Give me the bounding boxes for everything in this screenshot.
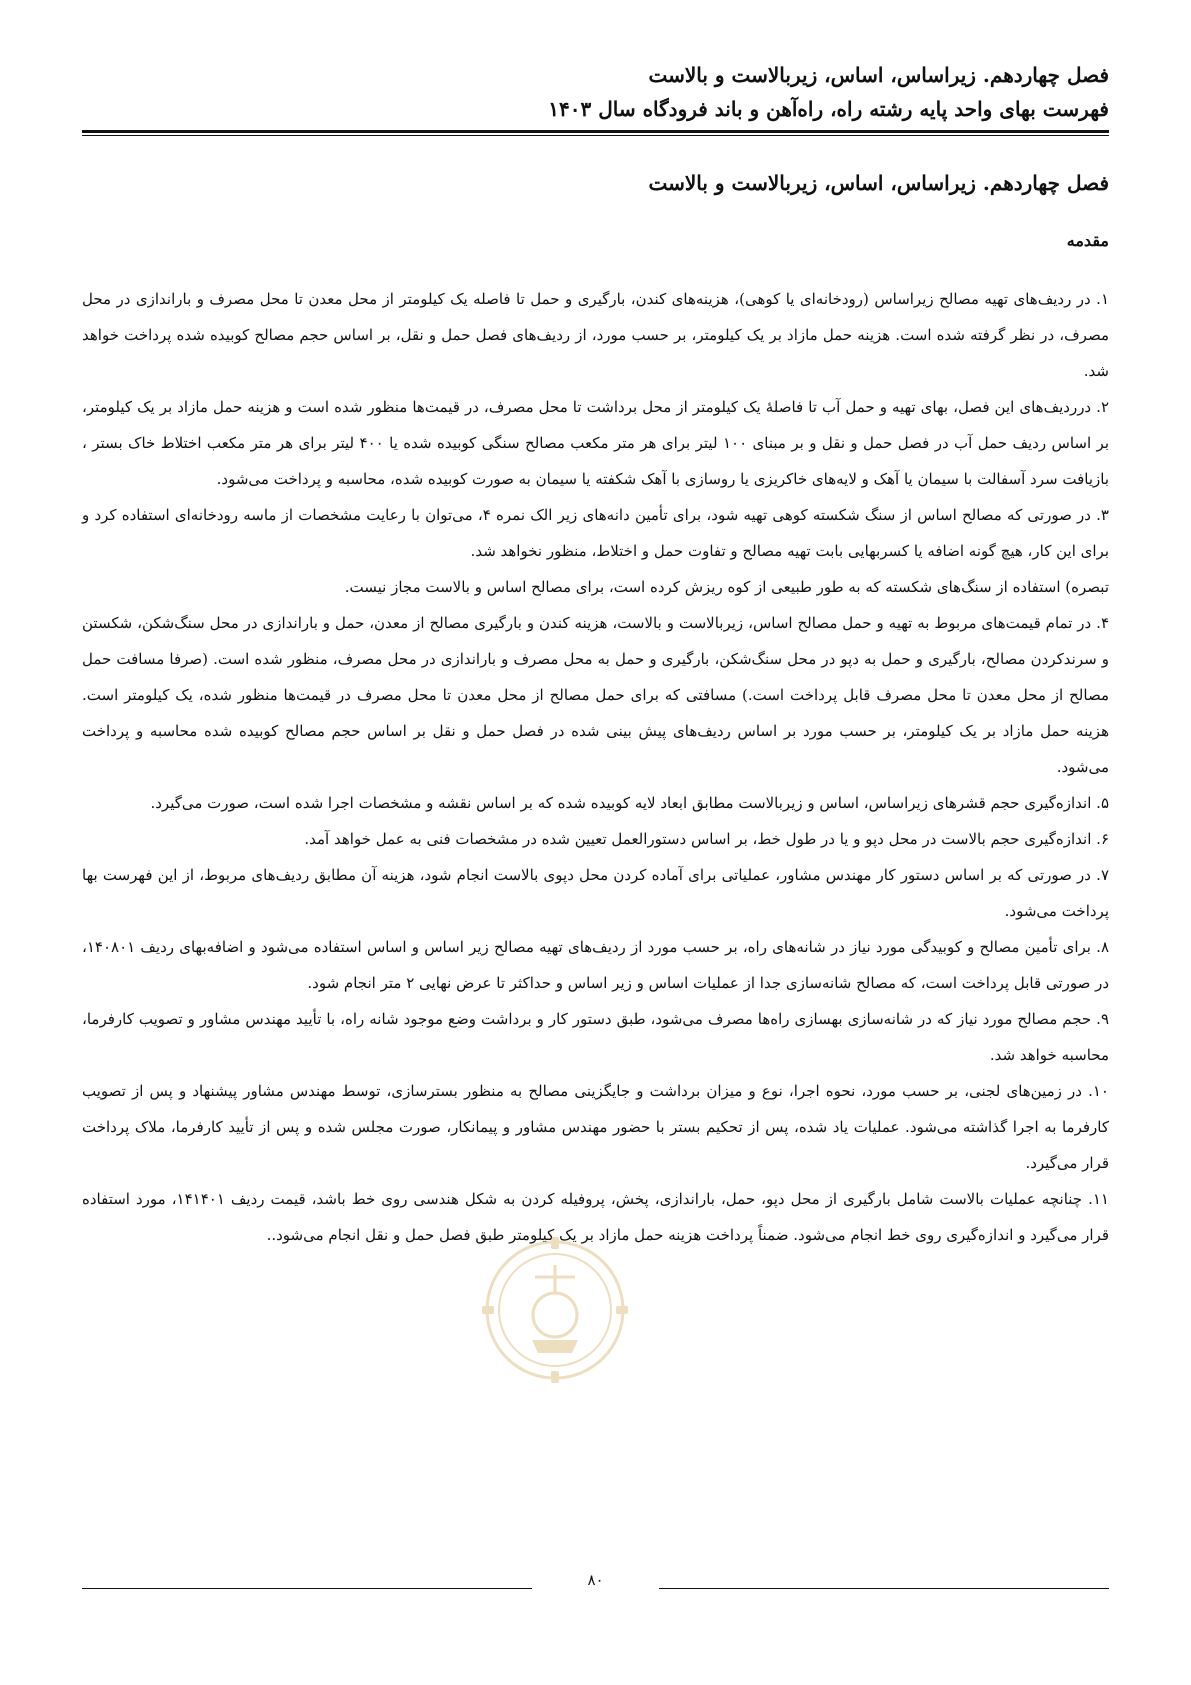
header-divider-thick — [82, 130, 1109, 133]
paragraph-4: ۴. در تمام قیمت‌های مربوط به تهیه و حمل مصالح اساس، زیربالاست و بالاست، هزینه کندن و بارگیری مصالح از معدن، حمل و باراندازی در محل سنگ‌شکن، شکستن و سرندکردن مصالح، بارگیری و حمل به دپو در محل سنگ‌شکن، بارگیری و حمل به محل مصرف و باراندازی در محل مصرف، منظور شده است. (صرفا مسافت حمل مصالح از محل معدن تا محل مصرف قابل پرداخت است.) مسافتی که برای حمل مصالح از محل معدن تا محل مصرف در قیمت‌ها منظور شده، یک کیلومتر است. هزینه حمل مازاد بر یک کیلومتر، بر حسب مورد بر اساس ردیف‌های پیش بینی شده در فصل حمل و نقل بر اساس حجم مصالح کوبیده شده محاسبه و پرداخت می‌شود. — [82, 614, 1109, 776]
body-text — [82, 281, 1109, 1253]
section-title: مقدمه — [1066, 231, 1109, 250]
paragraph-10: ۱۰. در زمین‌های لجنی، بر حسب مورد، نحوه اجرا، نوع و میزان برداشت و جایگزینی مصالح به منظور بسترسازی، توسط مهندس مشاور پیشنهاد و پس از تصویب کارفرما به اجرا گذاشته می‌شود. عملیات یاد شده، پس از تحکیم بستر با حضور مهندس مشاور و پیمانکار، صورت مجلس شده و پس از تأیید کارفرما، ملاک پرداخت قرار می‌گیرد. — [82, 1082, 1109, 1172]
paragraph-2: ۲. درردیف‌های این فصل، بهای تهیه و حمل آب تا فاصلهٔ یک کیلومتر از محل برداشت تا محل مصرف، در قیمت‌ها منظور شده است و هزینه حمل مازاد بر یک کیلومتر، بر اساس ردیف حمل آب در فصل حمل و نقل و بر مبنای ۱۰۰ لیتر برای هر متر مکعب مصالح سنگی کوبیده شده یا ۴۰۰ لیتر برای هر متر مکعب اختلاط خاک بستر ، بازیافت سرد آسفالت با سیمان یا آهک و لایه‌های خاکریزی یا روسازی با آهک شکفته یا سیمان به صورت کوبیده شده، محاسبه و پرداخت می‌شود. — [82, 398, 1109, 488]
paragraph-7: ۷. در صورتی که بر اساس دستور کار مهندس مشاور، عملیاتی برای آماده کردن محل دپوی بالاست انجام شود، هزینه آن مطابق ردیف‌های مربوط، از این فهرست بها پرداخت می‌شود. — [82, 866, 1109, 920]
paragraph-9: ۹. حجم مصالح مورد نیاز که در شانه‌سازی بهسازی راه‌ها مصرف می‌شود، طبق دستور کار و برداشت وضع موجود شانه راه، با تأیید مهندس مشاور و تصویب کارفرما، محاسبه خواهد شد. — [82, 1010, 1109, 1064]
paragraph-6: ۶. اندازه‌گیری حجم بالاست در محل دپو و یا در طول خط، بر اساس دستورالعمل تعیین شده در مشخصات فنی به عمل خواهد آمد. — [304, 830, 1109, 848]
running-header-chapter: فصل چهاردهم. زیراساس، اساس، زیربالاست و بالاست — [648, 63, 1109, 87]
running-header-catalog: فهرست بهای واحد پایه رشته راه، راه‌آهن و باند فرودگاه سال ۱۴۰۳ — [548, 97, 1109, 121]
paragraph-11: ۱۱. چنانچه عملیات بالاست شامل بارگیری از محل دپو، حمل، باراندازی، پخش، پروفیله کردن به شکل هندسی روی خط باشد، قیمت ردیف ۱۴۱۴۰۱، مورد استفاده قرار می‌گیرد و اندازه‌گیری روی خط انجام می‌شود. ضمناً پرداخت هزینه حمل مازاد بر یک کیلومتر طبق فصل حمل و نقل انجام می‌شود.. — [82, 1190, 1109, 1244]
paragraph-note: تبصره) استفاده از سنگ‌های شکسته که به طور طبیعی از کوه ریزش کرده است، برای مصالح اساس و بالاست مجاز نیست. — [344, 578, 1109, 596]
page-number: ۸۰ — [587, 1571, 604, 1589]
paragraph-5: ۵. اندازه‌گیری حجم قشرهای زیراساس، اساس و زیربالاست مطابق ابعاد لایه کوبیده شده که بر اساس نقشه و مشخصات اجرا شده است، صورت می‌گیرد. — [150, 794, 1109, 812]
chapter-title: فصل چهاردهم. زیراساس، اساس، زیربالاست و بالاست — [648, 171, 1109, 195]
paragraph-1: ۱. در ردیف‌های تهیه مصالح زیراساس (رودخانه‌ای یا کوهی)، هزینه‌های کندن، بارگیری و حمل تا فاصله یک کیلومتر از محل معدن تا محل مصرف و باراندازی در محل مصرف، در نظر گرفته شده است. هزینه حمل مازاد بر یک کیلومتر، بر حسب مورد، از ردیف‌های فصل حمل و نقل، بر اساس حجم مصالح کوبیده شده پرداخت خواهد شد. — [82, 290, 1109, 380]
seal-watermark-icon — [480, 1235, 630, 1385]
header-divider-thin — [82, 135, 1109, 136]
running-header — [82, 58, 1109, 126]
paragraph-8: ۸. برای تأمین مصالح و کوبیدگی مورد نیاز در شانه‌های راه، بر حسب مورد از ردیف‌های تهیه مصالح زیر اساس و اساس استفاده می‌شود و اضافه‌بهای ردیف ۱۴۰۸۰۱، در صورتی قابل پرداخت است، که مصالح شانه‌سازی جدا از عملیات اساس و زیر اساس و حداکثر تا عرض نهایی ۲ متر انجام شود. — [82, 938, 1109, 992]
paragraph-3: ۳. در صورتی که مصالح اساس از سنگ شکسته کوهی تهیه شود، برای تأمین دانه‌های زیر الک نمره ۴، می‌توان با رعایت مشخصات از ماسه رودخانه‌ای استفاده کرد و برای این کار، هیچ گونه اضافه یا کسربهایی بابت تهیه مصالح و تفاوت حمل و اختلاط، منظور نخواهد شد. — [82, 506, 1109, 560]
